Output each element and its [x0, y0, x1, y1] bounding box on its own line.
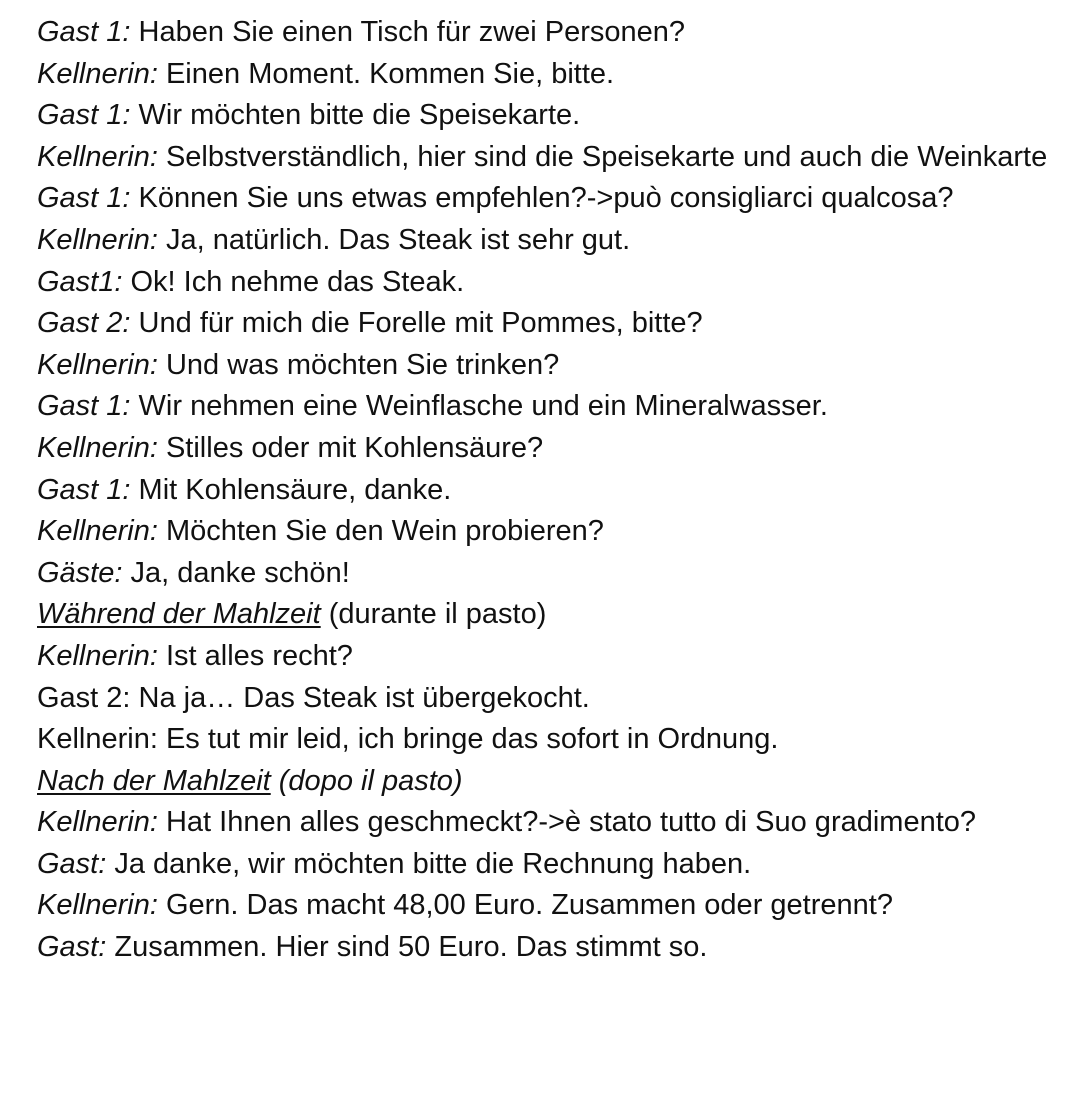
dialogue-line	[37, 511, 1057, 553]
speaker-label: Gast1:	[37, 265, 123, 298]
dialogue-line	[37, 885, 1057, 927]
dialogue-line	[37, 178, 1057, 220]
line-text: Ja, natürlich. Das Steak ist sehr gut.	[157, 223, 631, 256]
line-text: Möchten Sie den Wein probieren?	[157, 515, 604, 548]
dialogue-line	[37, 927, 1057, 969]
dialogue-document	[37, 12, 1057, 969]
line-text: Ok! Ich nehme das Steak.	[122, 265, 465, 298]
section-note: (dopo il pasto)	[270, 764, 463, 797]
speaker-label: Gast 1:	[37, 99, 131, 132]
speaker-label: Gast 2:	[37, 307, 131, 340]
line-text: Selbstverständlich, hier sind die Speisekarte und auch die Weinkarte	[157, 140, 1048, 173]
dialogue-line	[37, 95, 1057, 137]
dialogue-line	[37, 54, 1057, 96]
speaker-label: Gäste:	[37, 556, 123, 589]
speaker-label: Kellnerin:	[37, 806, 158, 839]
line-text: Ist alles recht?	[157, 639, 353, 672]
speaker-label: Kellnerin:	[37, 889, 158, 922]
speaker-label: Gast 1:	[37, 182, 131, 215]
dialogue-line	[37, 470, 1057, 512]
line-text: Wir möchten bitte die Speisekarte.	[130, 99, 581, 132]
line-text: Stilles oder mit Kohlensäure?	[157, 431, 544, 464]
dialogue-line	[37, 262, 1057, 304]
line-text: Mit Kohlensäure, danke.	[130, 473, 452, 506]
dialogue-line	[37, 345, 1057, 387]
dialogue-line	[37, 802, 1057, 844]
line-text: Einen Moment. Kommen Sie, bitte.	[157, 57, 615, 90]
dialogue-line	[37, 844, 1057, 886]
speaker-label: Kellnerin:	[37, 223, 158, 256]
dialogue-line-plain	[37, 678, 1057, 720]
dialogue-line	[37, 137, 1057, 179]
speaker-label: Kellnerin:	[37, 431, 158, 464]
dialogue-line	[37, 12, 1057, 54]
dialogue-line-plain	[37, 719, 1057, 761]
section-heading-line	[37, 594, 1057, 636]
line-text: Ja, danke schön!	[122, 556, 350, 589]
dialogue-line	[37, 636, 1057, 678]
speaker-label: Gast:	[37, 931, 107, 964]
section-note: (durante il pasto)	[320, 598, 547, 631]
line-text: Kellnerin: Es tut mir leid, ich bringe das sofort in Ordnung.	[37, 723, 779, 756]
section-heading: Nach der Mahlzeit	[37, 764, 271, 797]
section-heading: Während der Mahlzeit	[37, 598, 321, 631]
section-heading-line	[37, 761, 1057, 803]
speaker-label: Kellnerin:	[37, 140, 158, 173]
line-text: Haben Sie einen Tisch für zwei Personen?	[130, 16, 686, 48]
speaker-label: Kellnerin:	[37, 515, 158, 548]
speaker-label: Gast 1:	[37, 390, 131, 423]
dialogue-line	[37, 220, 1057, 262]
line-text: Und was möchten Sie trinken?	[157, 348, 560, 381]
dialogue-line	[37, 553, 1057, 595]
line-text: Und für mich die Forelle mit Pommes, bitte?	[130, 307, 703, 340]
speaker-label: Gast 1:	[37, 473, 131, 506]
line-text: Hat Ihnen alles geschmeckt?->è stato tutto di Suo gradimento?	[157, 806, 977, 839]
dialogue-line	[37, 386, 1057, 428]
dialogue-line	[37, 303, 1057, 345]
line-text: Gast 2: Na ja… Das Steak ist übergekocht.	[37, 681, 590, 714]
dialogue-line	[37, 428, 1057, 470]
speaker-label: Kellnerin:	[37, 348, 158, 381]
speaker-label: Gast:	[37, 847, 107, 880]
speaker-label: Gast 1:	[37, 16, 131, 48]
line-text: Gern. Das macht 48,00 Euro. Zusammen oder getrennt?	[157, 889, 893, 922]
line-text: Ja danke, wir möchten bitte die Rechnung haben.	[106, 847, 752, 880]
speaker-label: Kellnerin:	[37, 639, 158, 672]
line-text: Zusammen. Hier sind 50 Euro. Das stimmt so.	[106, 931, 708, 964]
speaker-label: Kellnerin:	[37, 57, 158, 90]
line-text: Können Sie uns etwas empfehlen?->può consigliarci qualcosa?	[130, 182, 954, 215]
line-text: Wir nehmen eine Weinflasche und ein Mineralwasser.	[130, 390, 828, 423]
